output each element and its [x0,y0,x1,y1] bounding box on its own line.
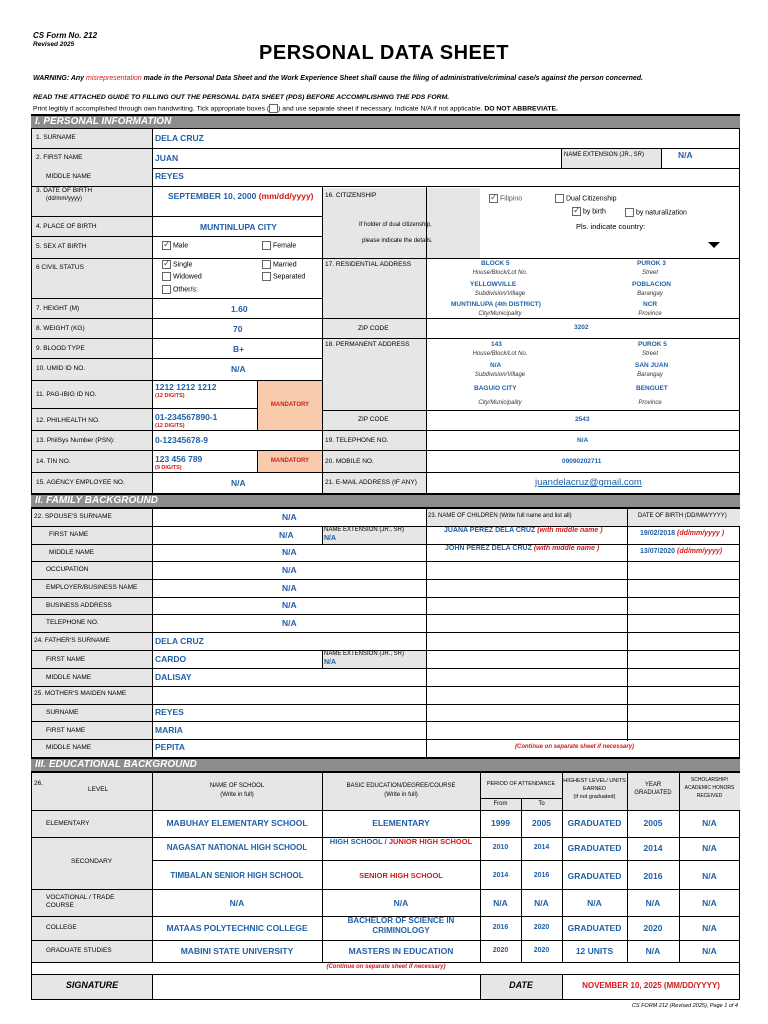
perm-brgy-value[interactable]: SAN JUAN [635,362,669,369]
father-middle-label: MIDDLE NAME [46,674,92,681]
edu-level-elementary: ELEMENTARY [46,820,90,827]
edu-course-college[interactable]: BACHELOR OF SCIENCE IN CRIMINOLOGY [347,916,455,935]
mother-middle-value[interactable]: PEPITA [155,742,186,752]
from-header: From [493,801,508,807]
others-checkbox-icon[interactable] [162,285,171,294]
edu-course-elementary[interactable]: ELEMENTARY [372,818,430,828]
civil-widowed[interactable]: Widowed [162,272,202,281]
by-birth-checkbox-icon[interactable] [572,207,581,216]
citizenship-note-bg [426,188,480,258]
citizenship-label: 16. CITIZENSHIP [325,192,377,199]
edu-units-graduate[interactable]: 12 UNITS [575,946,614,956]
blood-label: 9. BLOOD TYPE [36,345,85,352]
spouse-telephone-label: TELEPHONE NO. [46,619,99,626]
weight-label: 8. WEIGHT (KG) [36,325,85,332]
edu-level-vocational: VOCATIONAL / TRADE COURSE [46,894,115,909]
education-num: 26. [34,780,44,787]
spouse-first-value[interactable]: N/A [279,530,294,540]
pob-label: 4. PLACE OF BIRTH [36,223,97,230]
male-checkbox-icon[interactable] [162,241,171,250]
spouse-first-label: FIRST NAME [49,531,89,538]
child-2-name[interactable]: JOHN PEREZ DELA CRUZ (with middle name ) [445,545,600,552]
name-ext-label-bg [561,148,661,168]
perm-zip-label: ZIP CODE [358,416,389,423]
form-revision: Revised 2025 [33,41,75,48]
dual-checkbox-icon[interactable] [555,194,564,203]
sex-label: 5. SEX AT BIRTH [36,243,87,250]
res-city-caption: City/Municipality [478,311,522,317]
residential-label: 17. RESIDENTIAL ADDRESS [325,261,412,268]
edu-from-shs[interactable]: 2014 [492,872,509,879]
married-checkbox-icon[interactable] [262,260,271,269]
tin-label: 14. TIN NO. [36,458,71,465]
perm-city-caption: City/Municipality [478,400,522,406]
edu-year-shs[interactable]: 2016 [643,871,663,881]
res-subd-caption: Subdivision/Village [474,291,526,297]
child-1-dob[interactable]: 19/02/2018 (dd/mm/yyyy ) [640,530,725,537]
citizenship-naturalization[interactable]: by naturalization [625,208,687,217]
citizenship-by-birth[interactable]: ✓ by birth [572,207,606,216]
children-dob-label: DATE OF BIRTH (DD/MM/YYYY) [638,513,727,519]
mother-surname-value[interactable]: REYES [155,707,184,717]
res-brgy-caption: Barangay [637,291,663,297]
dob-label: 3. DATE OF BIRTH [36,187,93,194]
edu-units-jhs[interactable]: GRADUATED [567,843,622,853]
middle-name-value[interactable]: REYES [155,171,184,181]
edu-level-college: COLLEGE [46,924,77,931]
edu-to-graduate[interactable]: 2020 [533,947,550,954]
edu-to-vocational[interactable]: N/A [534,898,549,908]
mother-middle-label: MIDDLE NAME [46,744,92,751]
instruction-guide: READ THE ATTACHED GUIDE TO FILLING OUT THE PERSONAL DATA SHEET (PDS) BEFORE ACCOMPLISHING THE PDS FORM. [33,94,450,101]
perm-subd-caption: Subdivision/Village [474,372,526,378]
email-link[interactable]: juandelacruz@gmail.com [535,477,642,488]
edu-to-elementary[interactable]: 2005 [532,818,551,828]
widowed-checkbox-icon[interactable] [162,272,171,281]
dob-value[interactable]: SEPTEMBER 10, 2000 (mm/dd/yyyy) [168,191,314,201]
res-prov-value[interactable]: NCR [643,301,658,308]
perm-street-caption: Street [641,351,658,357]
res-street-caption: Street [641,270,658,276]
perm-subd-value[interactable]: N/A [490,362,502,369]
perm-prov-caption: Province [638,400,662,406]
edu-year-college[interactable]: 2020 [643,923,663,933]
pagibig-mandatory-badge: MANDATORY [258,381,322,430]
signature-label: SIGNATURE [65,980,119,990]
mother-first-value[interactable]: MARIA [155,725,183,735]
spouse-surname-label: 22. SPOUSE'S SURNAME [34,513,112,520]
mother-maiden-label: 25. MOTHER'S MAIDEN NAME [34,690,127,697]
edu-year-jhs[interactable]: 2014 [643,843,663,853]
edu-from-jhs[interactable]: 2010 [492,844,509,851]
level-header: LEVEL [88,786,109,793]
edu-honors-elementary[interactable]: N/A [702,818,717,828]
res-subd-value[interactable]: YELLOWVILLE [470,281,517,288]
dob-format-label: (dd/mm/yyyy) [46,196,82,202]
naturalization-checkbox-icon[interactable] [625,208,634,217]
res-brgy-value[interactable]: POBLACION [632,281,671,288]
mobile-label: 20. MOBILE NO. [325,458,374,465]
edu-honors-graduate[interactable]: N/A [702,946,717,956]
res-prov-caption: Province [638,311,662,317]
section-education-header: III. EDUCATIONAL BACKGROUND [31,758,740,772]
edu-to-shs[interactable]: 2016 [533,872,550,879]
father-surname-value[interactable]: DELA CRUZ [155,636,204,646]
mother-first-label: FIRST NAME [46,727,86,734]
spouse-ext-label: NAME EXTENSION (JR., SR) [324,527,405,533]
edu-year-graduate[interactable]: N/A [645,946,661,956]
edu-school-college[interactable]: MATAAS POLYTECHNIC COLLEGE [166,923,308,933]
children-label: 23. NAME OF CHILDREN (Write full name and list all) [428,513,572,519]
edu-school-elementary[interactable]: MABUHAY ELEMENTARY SCHOOL [166,818,308,828]
school-header: NAME OF SCHOOL (Write in full) [209,783,265,798]
page-title: PERSONAL DATA SHEET [259,42,509,64]
edu-level-secondary: SECONDARY [71,858,113,865]
employer-label: EMPLOYER/BUSINESS NAME [46,584,138,591]
father-middle-value[interactable]: DALISAY [155,672,192,682]
edu-units-shs[interactable]: GRADUATED [567,871,622,881]
edu-to-college[interactable]: 2020 [533,924,550,931]
surname-label: 1. SURNAME [36,134,76,141]
spouse-surname-value[interactable]: N/A [282,512,297,522]
edu-school-graduate[interactable]: MABINI STATE UNIVERSITY [180,946,294,956]
child-1-name[interactable]: JUANA PEREZ DELA CRUZ (with middle name ) [444,527,603,534]
family-continue-note: (Continue on separate sheet if necessary) [515,744,635,750]
umid-value[interactable]: N/A [231,364,246,374]
to-header: To [538,801,545,807]
civil-single[interactable]: ✓ Single [162,260,192,269]
spouse-middle-label: MIDDLE NAME [49,549,95,556]
honors-header: SCHOLARSHIP/ ACADEMIC HONORS RECEIVED [684,777,735,799]
tin-mandatory-badge: MANDATORY [258,451,322,472]
res-city-value[interactable]: MUNTINLUPA (4th DISTRICT) [451,301,541,308]
civil-married[interactable]: Married [262,260,297,269]
umid-label: 10. UMID ID NO. [36,365,86,372]
philhealth-label: 12. PHILHEALTH NO. [36,417,100,424]
period-header: PERIOD OF ATTENDANCE [486,781,556,787]
agency-label: 15. AGENCY EMPLOYEE NO. [36,479,125,486]
height-value[interactable]: 1.60 [231,304,248,314]
separated-checkbox-icon[interactable] [262,272,271,281]
edu-course-jhs[interactable]: HIGH SCHOOL / JUNIOR HIGH SCHOOL [329,837,473,846]
edu-school-shs[interactable]: TIMBALAN SENIOR HIGH SCHOOL [170,871,304,880]
res-zip-label: ZIP CODE [358,325,389,332]
units-header: HIGHEST LEVEL/ UNITS EARNED (if not graduated) [563,778,626,800]
edu-course-graduate[interactable]: MASTERS IN EDUCATION [348,946,454,956]
warning-text: WARNING: Any misrepresentation made in the Personal Data Sheet and the Work Experience Sheet shall cause the filing of administrative/criminal case/s against the person concerned. [33,75,643,82]
first-name-value[interactable]: JUAN [155,153,179,163]
edu-school-vocational[interactable]: N/A [229,898,245,908]
pagibig-note: (12 DIGITS) [155,393,185,399]
signature-field[interactable] [153,976,479,998]
surname-value[interactable]: DELA CRUZ [155,133,204,143]
res-house-value[interactable]: BLOCK 5 [481,260,510,267]
perm-prov-value[interactable]: BENGUET [636,385,668,392]
perm-street-value[interactable]: PUROK 5 [638,341,667,348]
pob-value[interactable]: MUNTINLUPA CITY [200,222,277,232]
perm-house-caption: House/Block/Lot No. [472,351,528,357]
civil-others[interactable]: Other/s: [162,285,198,294]
citizenship-dual[interactable]: Dual Citizenship [555,194,617,203]
pagibig-value[interactable]: 1212 1212 1212 [155,382,217,392]
philhealth-value[interactable]: 01-234567890-1 [155,412,218,422]
single-checkbox-icon[interactable] [162,260,171,269]
philhealth-note: (12 DIGITS) [155,423,185,429]
mother-surname-label: SURNAME [46,709,79,716]
edu-from-college[interactable]: 2016 [492,924,509,931]
citizenship-filipino[interactable]: ✓ Filipino [489,194,522,203]
height-label: 7. HEIGHT (M) [36,305,80,312]
edu-year-elementary[interactable]: 2005 [643,818,663,828]
email-label: 21. E-MAIL ADDRESS (IF ANY) [325,479,417,486]
indicate-country-label: Pls. indicate country: [576,222,646,231]
section-family-header: II. FAMILY BACKGROUND [31,494,740,508]
spouse-ext-value[interactable]: N/A [324,535,337,542]
female-checkbox-icon[interactable] [262,241,271,250]
telephone-label: 19. TELEPHONE NO. [325,437,389,444]
sex-male[interactable]: ✓ Male [162,241,188,250]
education-continue-note: (Continue on separate sheet if necessary) [326,964,446,970]
middle-name-label: MIDDLE NAME [46,173,92,180]
employer-value[interactable]: N/A [282,583,297,593]
occupation-value[interactable]: N/A [282,565,297,575]
tin-note: (9 DIGITS) [155,465,182,471]
father-first-value[interactable]: CARDO [155,654,187,664]
edu-from-vocational[interactable]: N/A [493,898,508,908]
sex-female[interactable]: Female [262,241,296,250]
edu-to-jhs[interactable]: 2014 [533,844,550,851]
occupation-label: OCCUPATION [46,566,89,573]
business-address-value[interactable]: N/A [282,600,297,610]
father-surname-label: 24. FATHER'S SURNAME [34,637,110,644]
dual-note-2: please indicate the details. [362,238,433,244]
edu-level-graduate: GRADUATE STUDIES [46,947,112,954]
tin-value[interactable]: 123 456 789 [155,454,203,464]
child-2-dob[interactable]: 13/07/2020 (dd/mm/yyyy) [640,548,723,555]
pagibig-label: 11. PAG-IBIG ID NO. [36,391,97,398]
date-value[interactable]: NOVEMBER 10, 2025 (MM/DD/YYYY) [582,981,720,990]
instruction-print: Print legibly if accomplished through own handwriting. Tick appropriate boxes ( ) and use separate sheet if necessary. Indicate N/A if not applicable. DO NOT ABBREVIATE. [33,105,558,113]
edu-from-graduate[interactable]: 2020 [492,947,509,954]
weight-value[interactable]: 70 [233,324,243,334]
perm-zip-value[interactable]: 2543 [575,416,590,423]
dual-note-1: If holder of dual citizenship, [359,222,432,228]
name-ext-label: NAME EXTENSION (JR., SR) [564,152,645,158]
agency-value[interactable]: N/A [231,478,246,488]
perm-house-value[interactable]: 143 [491,341,502,348]
spouse-middle-value[interactable]: N/A [282,547,297,557]
civil-status-label: 6 CIVIL STATUS [36,264,84,271]
form-number: CS Form No. 212 [33,31,98,40]
spouse-telephone-value[interactable]: N/A [282,618,297,628]
perm-brgy-caption: Barangay [637,372,663,378]
edu-honors-shs[interactable]: N/A [702,871,717,881]
business-address-label: BUSINESS ADDRESS [46,602,112,609]
res-street-value[interactable]: PUROK 3 [637,260,666,267]
edu-school-jhs[interactable]: NAGASAT NATIONAL HIGH SCHOOL [166,843,308,852]
civil-separated[interactable]: Separated [262,272,305,281]
res-house-caption: House/Block/Lot No. [472,270,528,276]
edu-honors-vocational[interactable]: N/A [702,898,717,908]
edu-units-elementary[interactable]: GRADUATED [567,818,622,828]
mobile-value[interactable]: 09090202711 [562,458,602,465]
section-personal-header: I. PERSONAL INFORMATION [31,115,740,129]
blood-value[interactable]: B+ [233,344,245,354]
course-header: BASIC EDUCATION/DEGREE/COURSE (Write in full) [346,783,456,798]
year-header: YEAR GRADUATED [634,782,672,796]
edu-course-shs[interactable]: SENIOR HIGH SCHOOL [359,871,443,880]
permanent-label: 18. PERMANENT ADDRESS [325,341,410,348]
father-first-label: FIRST NAME [46,656,86,663]
father-ext-value[interactable]: N/A [324,659,337,666]
edu-units-college[interactable]: GRADUATED [567,923,622,933]
form-page-ref: CS FORM 212 (Revised 2025), Page 1 of 4 [631,1003,738,1009]
psn-label: 13. PhilSys Number (PSN): [36,437,115,444]
date-label: DATE [509,980,533,990]
res-zip-value[interactable]: 3202 [574,324,589,331]
father-ext-label: NAME EXTENSION (JR., SR) [324,651,405,657]
first-name-label: 2. FIRST NAME [36,154,83,161]
edu-units-vocational[interactable]: N/A [587,898,602,908]
telephone-value[interactable]: N/A [577,437,589,444]
sample-checkbox-icon [269,104,278,113]
name-ext-value[interactable]: N/A [678,150,693,160]
edu-honors-college[interactable]: N/A [702,923,717,933]
filipino-checkbox-icon[interactable] [489,194,498,203]
country-dropdown-icon[interactable] [708,242,720,248]
edu-course-vocational[interactable]: N/A [393,898,409,908]
perm-city-value[interactable]: BAGUIO CITY [474,385,517,392]
edu-from-elementary[interactable]: 1999 [491,818,510,828]
edu-year-vocational[interactable]: N/A [645,898,661,908]
psn-value[interactable]: 0-12345678-9 [155,435,208,445]
edu-honors-jhs[interactable]: N/A [702,843,717,853]
